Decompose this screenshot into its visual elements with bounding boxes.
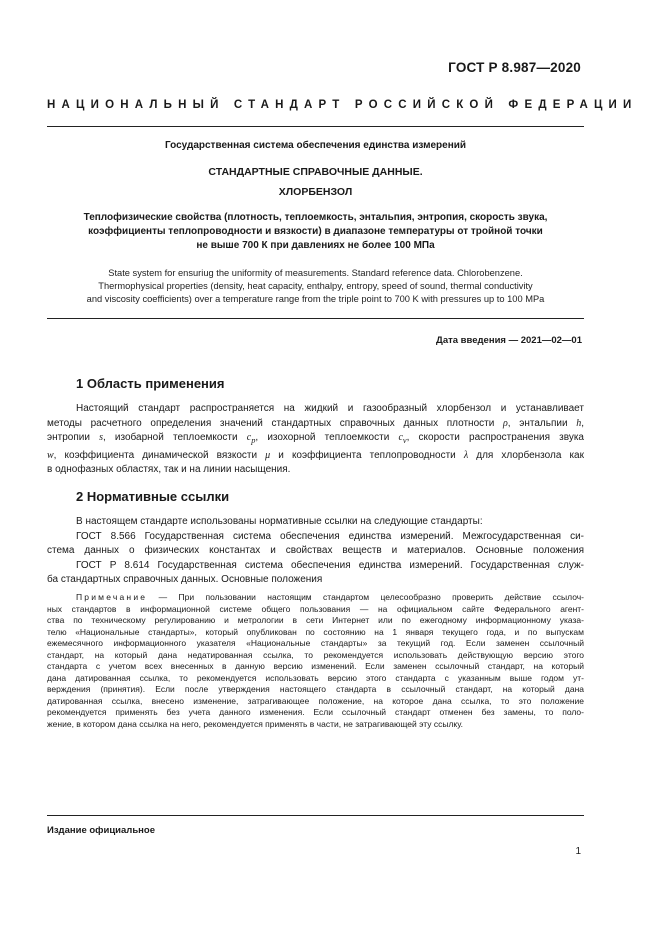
national-standard-banner: НАЦИОНАЛЬНЫЙ СТАНДАРТ РОССИЙСКОЙ ФЕДЕРАЦИИ [47, 99, 638, 111]
title-english [47, 267, 584, 306]
text-line: В настоящем стандарте использованы нормативные ссылки на следующие стандарты: [76, 516, 483, 527]
text-line: w, коэффициента динамической вязкости μ и коэффициента теплопроводности λ для хлорбензола как [47, 449, 584, 461]
subtitle-ru [47, 211, 584, 253]
note-line: стандарт, на который дана недатированная ссылка, то рекомендуется использовать действующую версию этого [47, 649, 584, 660]
section-1-text [47, 402, 584, 478]
note-line: ежемесячного информационного указателя «Национальные стандарты» за текущий год. Если заменен ссылочный [47, 638, 584, 648]
note-line: дана датированная ссылка, то рекомендуется использовать версию этого стандарта с указанным выше годом ут- [47, 672, 584, 683]
note-line: ства по техническому регулированию и метрологии в сети Интернет или по ежегодному информационному указа- [47, 615, 584, 625]
text-line: энтропии s, изобарной теплоемкости $c_p$, изохорной теплоемкости $c_v$, скорости распространения звука [47, 432, 584, 445]
section-1-heading: 1 Область применения [76, 376, 225, 391]
note-line: телю «Национальные стандарты», который опубликован по состоянию на 1 января текущего года, и по выпускам [47, 626, 584, 637]
gost-number: ГОСТ Р 8.987—2020 [448, 60, 581, 75]
subtitle-line: не выше 700 К при давлениях не более 100 МПа [196, 240, 435, 251]
note-line: ных стандартов в информационной системе общего пользования — на официальном сайте Федерального агент- [47, 603, 584, 614]
note-block [47, 592, 584, 730]
note-line: Примечание — При пользовании настоящим стандартом целесообразно проверить действие ссылоч- [76, 592, 584, 602]
text-line: стема данных о физических константах и свойствах веществ и материалов. Основные положения [47, 545, 584, 556]
note-line: верждения (принятия). Если после утверждения настоящего стандарта в ссылочный стандарт, на который дана [47, 684, 584, 694]
text-line: ба стандартных справочных данных. Основные положения [47, 574, 323, 585]
note-line: рекомендуется применять без учета данного изменения. Если ссылочный стандарт отменен без замены, то поло- [47, 707, 584, 717]
text-line: Настоящий стандарт распространяется на жидкий и газообразный хлорбензол и устанавливает [76, 403, 584, 414]
english-line: State system for ensuriug the uniformity of measurements. Standard reference data. Chlorobenzene. [108, 268, 523, 278]
section-2-heading: 2 Нормативные ссылки [76, 489, 230, 504]
subtitle-line: Теплофизические свойства (плотность, теплоемкость, энтальпия, энтропия, скорость звука, [83, 212, 548, 223]
title-bottom-rule [47, 318, 584, 319]
introduction-date: Дата введения — 2021—02—01 [436, 335, 582, 346]
page-number: 1 [575, 846, 581, 857]
text-line: в однофазных областях, так и на линии насыщения. [47, 464, 291, 475]
footer-rule [47, 815, 584, 816]
note-line: жение, в котором дана ссылка на него, рекомендуется применять в части, не затрагивающей эту ссылку. [47, 718, 464, 729]
title-line-1: СТАНДАРТНЫЕ СПРАВОЧНЫЕ ДАННЫЕ. [208, 166, 423, 178]
english-line: Thermophysical properties (density, heat capacity, enthalpy, entropy, speed of sound, thermal conductivity [98, 281, 533, 291]
system-title-ru: Государственная система обеспечения единства измерений [164, 140, 467, 151]
edition-label: Издание официальное [47, 825, 155, 836]
reference-gost-r-8-614: ГОСТ Р 8.614 Государственная система обеспечения единства измерений. Государственная служ- [76, 559, 584, 571]
title-line-2: ХЛОРБЕНЗОЛ [278, 186, 353, 198]
section-2-text [47, 515, 584, 588]
subtitle-line: коэффициенты теплопроводности и вязкости) в диапазоне температуры от тройной точки [88, 226, 543, 237]
note-line: стандарта с учетом всех внесенных в данную версию изменений. Если заменен ссылочный стандарт, на который [47, 661, 584, 671]
text-line: методы расчетного определения значений стандартных справочных данных плотности ρ, энтальпии h, [47, 417, 584, 429]
top-rule [47, 126, 584, 127]
note-line: датированная ссылка, внесено изменение, затрагивающее положение, на которое дана ссылка, то это положение [47, 695, 584, 706]
note-label: Примечание [76, 592, 148, 602]
reference-gost-8-566: ГОСТ 8.566 Государственная система обеспечения единства измерений. Межгосударственная си- [76, 530, 584, 542]
english-line: and viscosity coefficients) over a temperature range from the triple point to 700 K with pressures up to 100 MPa [86, 294, 545, 304]
